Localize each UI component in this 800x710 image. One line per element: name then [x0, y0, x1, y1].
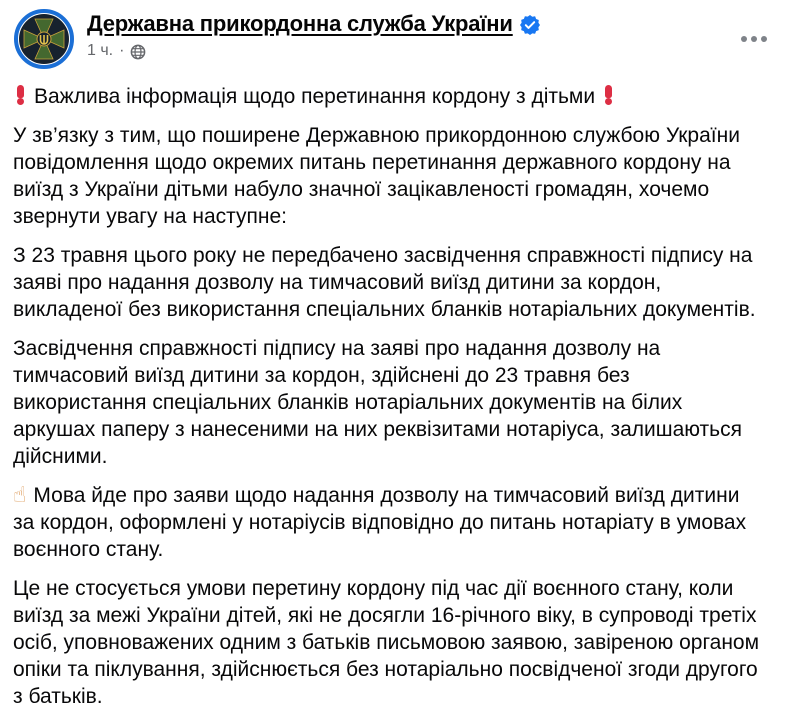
- ellipsis-dot: [761, 36, 767, 42]
- red-exclamation-icon: [15, 85, 26, 105]
- post-heading-text: Важлива інформація щодо перетинання кордону з дітьми: [34, 85, 596, 108]
- post-paragraph-text: Мова йде про заяви щодо надання дозволу на тимчасовий виїзд дитини за кордон, оформлені у нотаріусів відповідно до питань нотаріату в умовах воєнного стану.: [13, 484, 747, 561]
- timestamp-link[interactable]: 1 ч.: [87, 42, 114, 59]
- post-heading: [13, 83, 762, 110]
- post-paragraph: У зв’язку з тим, що поширене Державною прикордонною службою України повідомлення щодо окремих питань перетинання державного кордону на виїзд з України дітьми набуло значної зацікавленості громадян, хочемо звернути увагу на наступне:: [13, 124, 740, 228]
- post-paragraph: [13, 482, 762, 563]
- pointing-up-finger-icon: ☝: [13, 483, 27, 508]
- header-info: [87, 8, 540, 60]
- post-content: [0, 70, 800, 710]
- post-header: [0, 0, 800, 70]
- ellipsis-dot: [751, 36, 757, 42]
- post-paragraph: Засвідчення справжності підпису на заяві про надання дозволу на тимчасовий виїзд дитини за кордон, здійснені до 23 травня без використання спеціальних бланків нотаріальних документів на білих аркушах паперу з нанесеними на них реквізитами нотаріуса, залишаються дійсними.: [13, 337, 742, 468]
- verified-badge-icon: [520, 15, 540, 35]
- post-meta-row: [87, 42, 540, 60]
- more-options-button[interactable]: [735, 30, 773, 48]
- globe-public-icon: [130, 44, 146, 60]
- border-guard-emblem-icon: [13, 8, 75, 70]
- ellipsis-dot: [741, 36, 747, 42]
- page-avatar[interactable]: [13, 8, 75, 70]
- page-name-link[interactable]: Державна прикордонна служба України: [87, 11, 513, 36]
- red-exclamation-icon: [603, 85, 614, 105]
- page-name-row: [87, 11, 540, 37]
- post-paragraph: З 23 травня цього року не передбачено засвідчення справжності підпису на заяві про надання дозволу на тимчасовий виїзд дитини за кордон, викладеної без використання спеціальних бланків нотаріальних документів.: [13, 244, 756, 321]
- post-paragraph: Це не стосується умови перетину кордону під час дії воєнного стану, коли виїзд за межі України дітей, які не досягли 16-річного віку, в супроводі третіх осіб, уповноважених одним з батьків письмовою заявою, завіреною органом опіки та піклування, здійснюється без нотаріально посвідченої згоди другого з батьків.: [13, 577, 760, 708]
- meta-separator: ·: [119, 42, 125, 59]
